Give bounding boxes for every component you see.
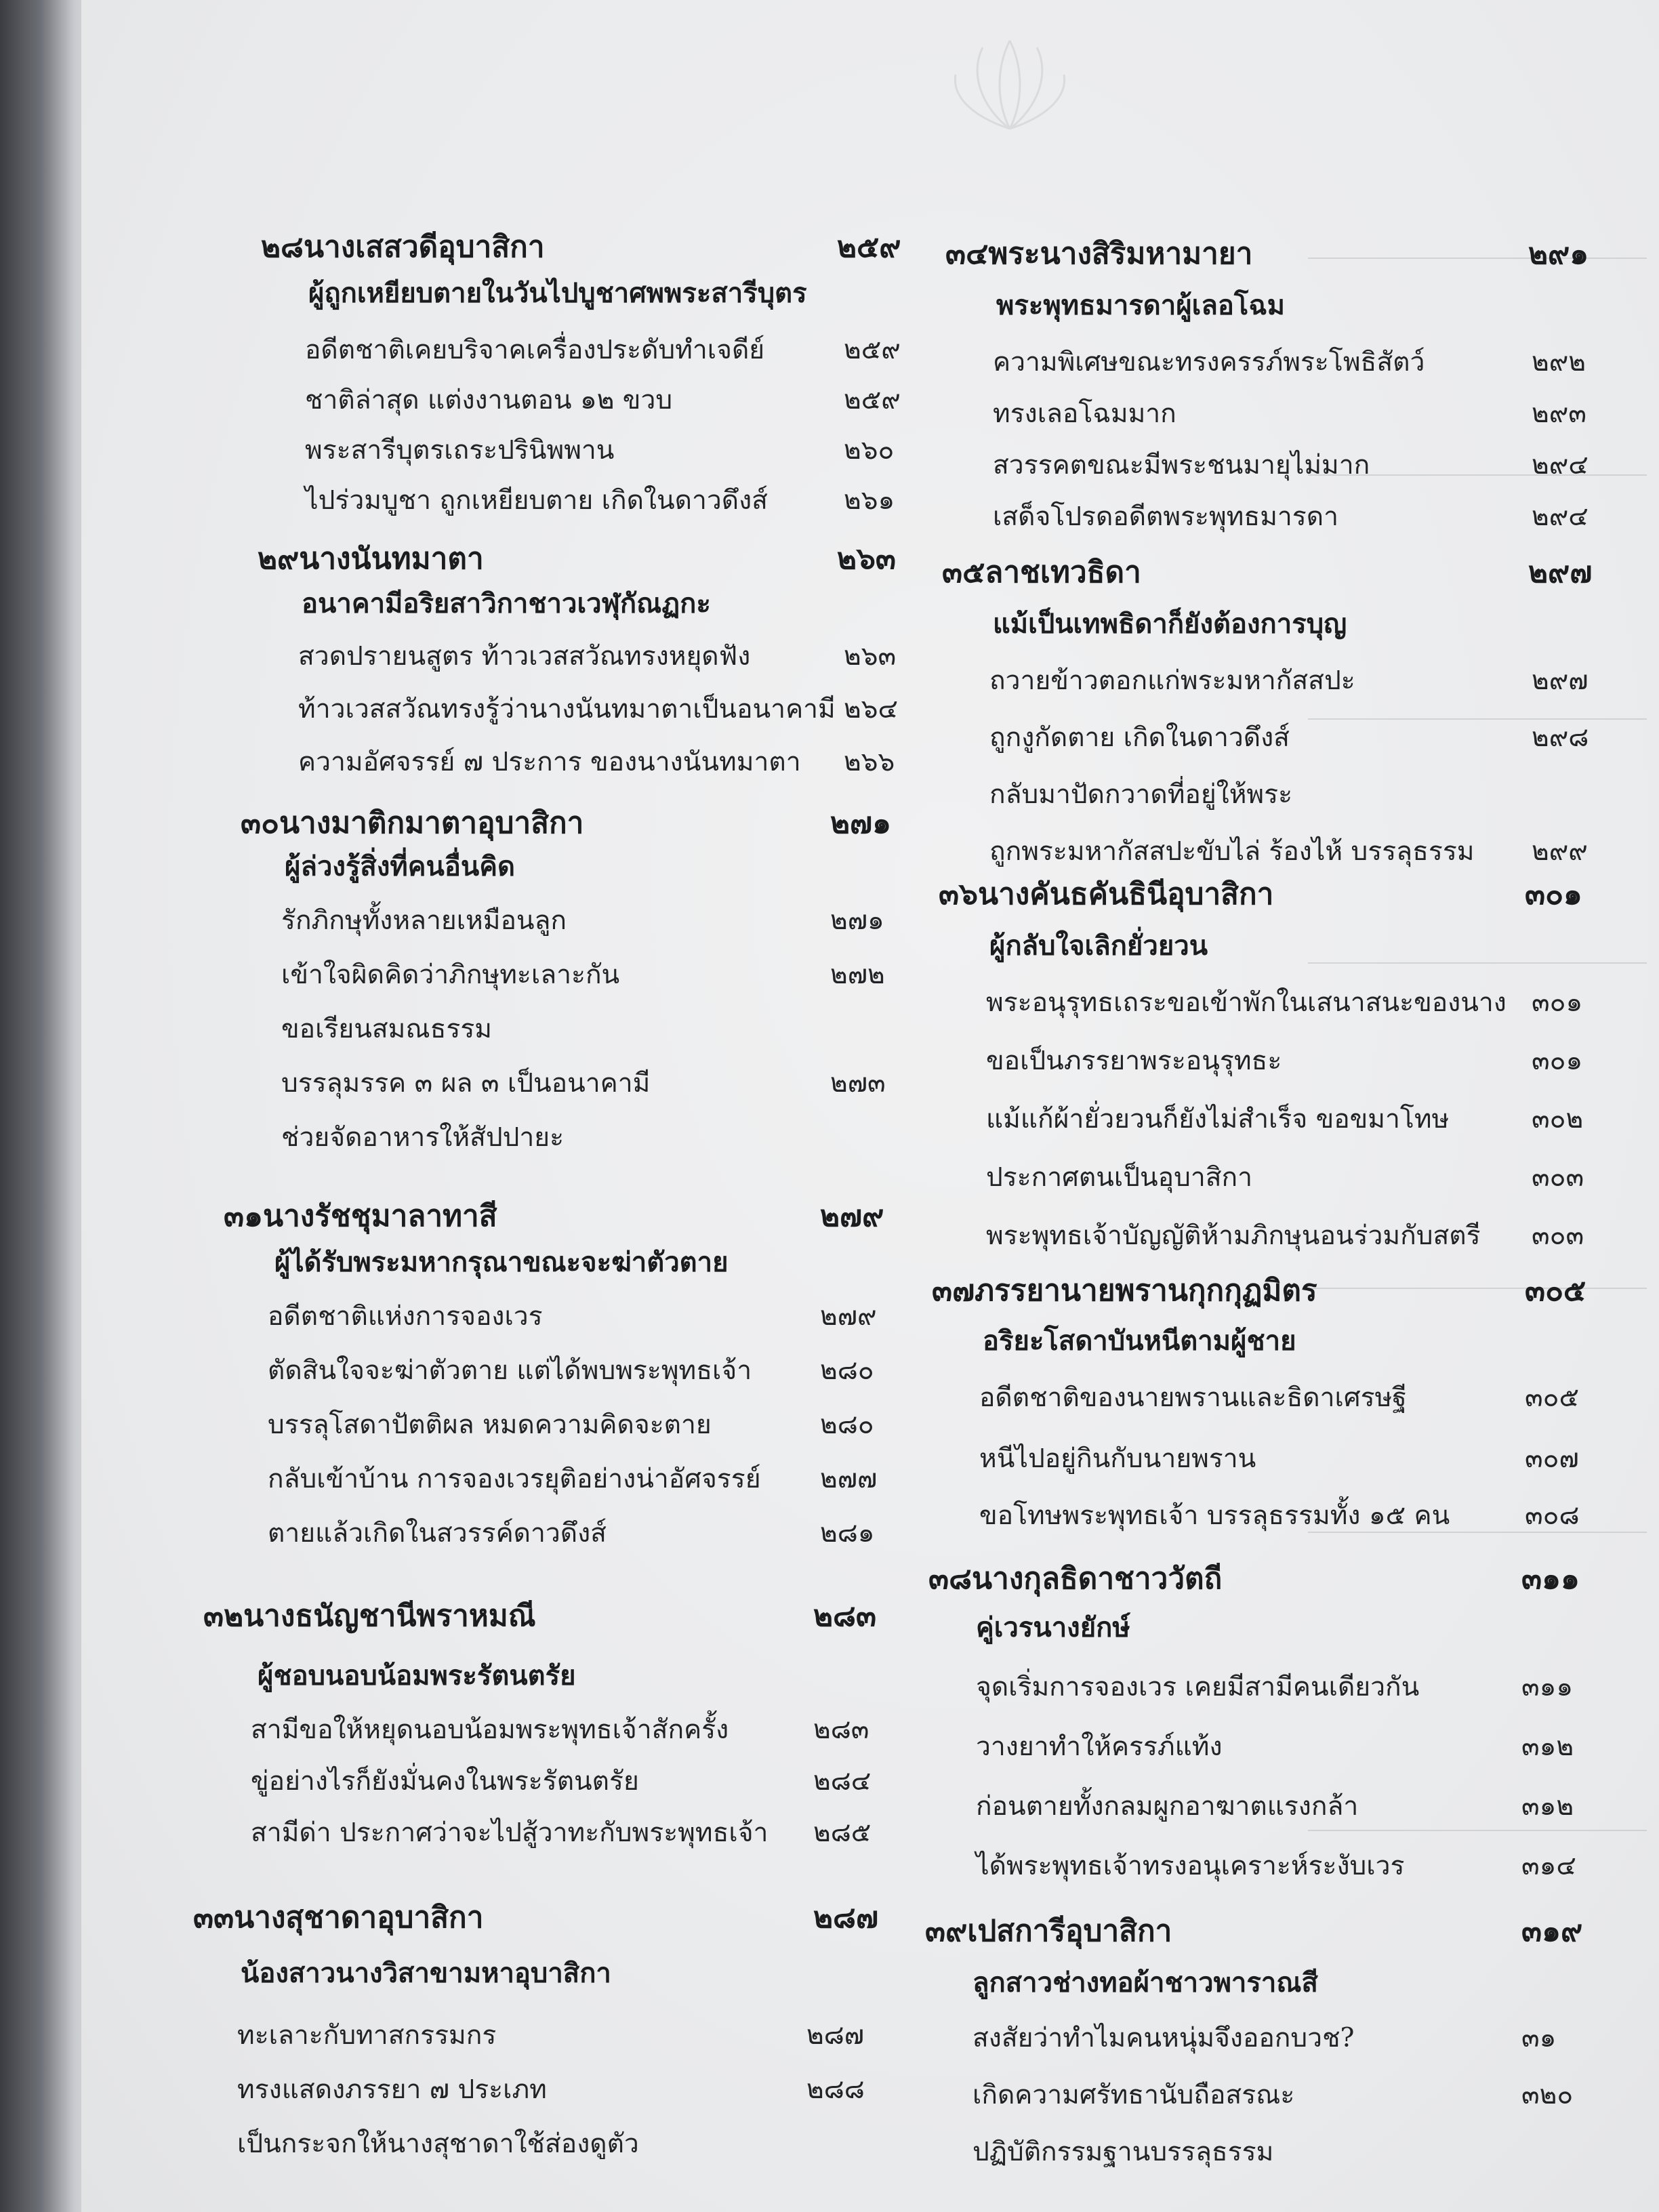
toc-entry[interactable]: รักภิกษุทั้งหลายเหมือนลูก: [281, 905, 567, 936]
chapter-page-number: ๒๗๙: [820, 1199, 884, 1233]
toc-entry-page-number: ๒๖๔: [844, 694, 898, 724]
toc-entry-page-number: ๓๒๐: [1521, 2080, 1574, 2110]
chapter-number: ๓๔: [945, 237, 989, 271]
chapter-subtitle: อริยะโสดาบันหนีตามผู้ชาย: [983, 1325, 1296, 1357]
toc-entry-page-number: ๒๙๓: [1532, 398, 1586, 429]
toc-entry-page-number: ๓๑๒: [1521, 1791, 1574, 1822]
toc-entry[interactable]: พระพุทธเจ้าบัญญัติห้ามภิกษุนอนร่วมกับสตรี: [986, 1221, 1481, 1251]
chapter-number: ๒๘: [261, 230, 304, 264]
toc-entry[interactable]: ช่วยจัดอาหารให้สัปปายะ: [281, 1122, 565, 1153]
chapter-number: ๓๓: [193, 1900, 234, 1935]
toc-entry[interactable]: ชาติล่าสุด แต่งงานตอน ๑๒ ขวบ: [305, 385, 673, 415]
toc-entry[interactable]: ถวายข้าวตอกแก่พระมหากัสสปะ: [989, 665, 1355, 696]
toc-entry-page-number: ๓๐๒: [1532, 1104, 1584, 1134]
toc-entry[interactable]: พระสารีบุตรเถระปรินิพพาน: [305, 435, 615, 466]
toc-entry[interactable]: ขอเป็นภรรยาพระอนุรุทธะ: [986, 1046, 1282, 1076]
toc-entry[interactable]: ปฏิบัติกรรมฐานบรรลุธรรม: [972, 2137, 1274, 2167]
chapter-name: พระนางสิริมหามายา: [988, 237, 1253, 271]
toc-entry[interactable]: จุดเริ่มการจองเวร เคยมีสามีคนเดียวกัน: [976, 1672, 1420, 1702]
toc-entry-page-number: ๒๙๘: [1532, 722, 1589, 753]
toc-entry-page-number: ๒๘๔: [813, 1766, 872, 1797]
chapter-subtitle: น้องสาวนางวิสาขามหาอุบาสิกา: [241, 1957, 611, 1989]
toc-entry-page-number: ๒๙๒: [1532, 347, 1586, 377]
chapter-name: นางคันธคันธินีอุบาสิกา: [978, 877, 1274, 912]
chapter-page-number: ๒๘๓: [813, 1599, 877, 1633]
toc-entry-page-number: ๓๐๓: [1532, 1162, 1584, 1193]
toc-entry-page-number: ๒๗๗: [820, 1464, 878, 1494]
toc-entry-page-number: ๓๐๕: [1525, 1382, 1579, 1413]
toc-entry[interactable]: ถูกพระมหากัสสปะขับไล่ ร้องไห้ บรรลุธรรม: [989, 836, 1475, 867]
toc-entry-page-number: ๒๘๐: [820, 1355, 874, 1386]
toc-entry[interactable]: ก่อนตายทั้งกลมผูกอาฆาตแรงกล้า: [976, 1791, 1359, 1822]
toc-entry-page-number: ๒๖๖: [844, 747, 895, 777]
chapter-number: ๓๖: [939, 877, 979, 912]
chapter-number: ๓๙: [925, 1914, 968, 1948]
toc-entry-page-number: ๒๙๔: [1532, 501, 1589, 532]
toc-entry-page-number: ๒๘๗: [806, 2020, 865, 2051]
toc-entry-page-number: ๓๑: [1521, 2023, 1557, 2053]
toc-entry[interactable]: สวรรคตขณะมีพระชนมายุไม่มาก: [993, 450, 1370, 480]
lotus-ornament-icon: [942, 27, 1078, 136]
toc-entry-page-number: ๓๑๑: [1521, 1672, 1574, 1702]
toc-entry[interactable]: กลับเข้าบ้าน การจองเวรยุติอย่างน่าอัศจรรย์: [268, 1464, 761, 1494]
toc-entry[interactable]: สามีด่า ประกาศว่าจะไปสู้วาทะกับพระพุทธเจ้า: [251, 1818, 769, 1848]
toc-entry[interactable]: เป็นกระจกให้นางสุชาดาใช้ส่องดูตัว: [237, 2129, 639, 2159]
toc-entry[interactable]: ทรงเลอโฉมมาก: [993, 398, 1176, 429]
toc-entry[interactable]: หนีไปอยู่กินกับนายพราน: [979, 1443, 1256, 1474]
chapter-page-number: ๒๘๗: [813, 1900, 879, 1935]
chapter-number: ๓๗: [932, 1273, 975, 1308]
chapter-title[interactable]: [224, 1196, 497, 1237]
toc-entry-page-number: ๒๕๙: [844, 335, 901, 365]
toc-entry-page-number: ๒๖๐: [844, 435, 895, 466]
toc-entry-page-number: ๒๘๓: [813, 1715, 869, 1745]
chapter-title[interactable]: [241, 803, 583, 844]
toc-entry[interactable]: ขู่อย่างไรก็ยังมั่นคงในพระรัตนตรัย: [251, 1766, 639, 1797]
toc-entry-page-number: ๓๑๔: [1521, 1851, 1576, 1881]
toc-entry[interactable]: ทรงแสดงภรรยา ๗ ประเภท: [237, 2074, 547, 2105]
toc-entry[interactable]: เข้าใจผิดคิดว่าภิกษุทะเลาะกัน: [281, 960, 620, 990]
toc-entry-page-number: ๒๙๙: [1532, 836, 1588, 867]
toc-entry-page-number: ๓๐๑: [1532, 987, 1583, 1018]
chapter-page-number: ๓๑๑: [1521, 1561, 1580, 1596]
chapter-subtitle: แม้เป็นเทพธิดาก็ยังต้องการบุญ: [993, 608, 1347, 640]
toc-entry[interactable]: สวดปรายนสูตร ท้าวเวสสวัณทรงหยุดฟัง: [298, 641, 751, 672]
chapter-number: ๓๒: [203, 1599, 244, 1633]
toc-entry[interactable]: ไปร่วมบูชา ถูกเหยียบตาย เกิดในดาวดึงส์: [305, 485, 768, 516]
chapter-page-number: ๓๐๕: [1525, 1273, 1586, 1308]
chapter-subtitle: ลูกสาวช่างทอผ้าชาวพาราณสี: [972, 1967, 1318, 1999]
chapter-name: นางรัชชุมาลาทาสี: [263, 1199, 497, 1233]
toc-entry[interactable]: ถูกงูกัดตาย เกิดในดาวดึงส์: [989, 722, 1290, 753]
chapter-subtitle: ผู้กลับใจเลิกยั่วยวน: [989, 930, 1208, 962]
toc-entry-page-number: ๒๘๘: [806, 2074, 865, 2105]
toc-entry[interactable]: ขอโทษพระพุทธเจ้า บรรลุธรรมทั้ง ๑๕ คน: [979, 1500, 1450, 1531]
toc-entry-page-number: ๒๖๑: [844, 485, 895, 516]
chapter-name: เปสการีอุบาสิกา: [967, 1914, 1172, 1948]
toc-entry[interactable]: ประกาศตนเป็นอุบาสิกา: [986, 1162, 1253, 1193]
chapter-title[interactable]: [942, 552, 1141, 593]
toc-entry-page-number: ๓๑๒: [1521, 1732, 1574, 1762]
toc-entry[interactable]: กลับมาปัดกวาดที่อยู่ให้พระ: [989, 779, 1293, 810]
chapter-title[interactable]: [928, 1559, 1222, 1599]
toc-entry-page-number: ๒๗๒: [830, 960, 885, 990]
chapter-subtitle: อนาคามีอริยสาวิกาชาวเวฬุกัณฏกะ: [302, 588, 711, 619]
chapter-name: นางนันทมาตา: [299, 541, 484, 576]
chapter-subtitle: ผู้ได้รับพระมหากรุณาขณะจะฆ่าตัวตาย: [274, 1246, 729, 1278]
toc-entry-page-number: ๓๐๓: [1532, 1221, 1584, 1251]
toc-entry[interactable]: ได้พระพุทธเจ้าทรงอนุเคราะห์ระงับเวร: [976, 1851, 1405, 1881]
chapter-subtitle: พระพุทธมารดาผู้เลอโฉม: [996, 289, 1285, 321]
toc-entry[interactable]: แม้แก้ผ้ายั่วยวนก็ยังไม่สำเร็จ ขอขมาโทษ: [986, 1104, 1450, 1134]
toc-entry-page-number: ๓๐๑: [1532, 1046, 1583, 1076]
chapter-number: ๓๘: [928, 1561, 972, 1596]
chapter-number: ๓๐: [241, 806, 279, 840]
toc-entry-page-number: ๒๕๙: [844, 385, 901, 415]
chapter-title[interactable]: [932, 1271, 1317, 1311]
chapter-name: นางสุชาดาอุบาสิกา: [234, 1900, 484, 1935]
toc-entry-page-number: ๒๙๔: [1532, 450, 1589, 480]
toc-entry[interactable]: สงสัยว่าทำไมคนหนุ่มจึงออกบวช?: [972, 2023, 1355, 2053]
chapter-name: นางเสสวดีอุบาสิกา: [303, 230, 545, 264]
chapter-title[interactable]: [193, 1898, 483, 1938]
toc-entry[interactable]: วางยาทำให้ครรภ์แท้ง: [976, 1732, 1223, 1762]
chapter-title[interactable]: [203, 1596, 536, 1637]
chapter-subtitle: คู่เวรนางยักษ์: [976, 1612, 1130, 1643]
chapter-title[interactable]: [261, 227, 545, 268]
toc-entry-page-number: ๒๘๕: [813, 1818, 872, 1848]
toc-entry-page-number: ๒๖๓: [844, 641, 897, 672]
chapter-page-number: ๒๖๓: [837, 541, 897, 576]
toc-entry-page-number: ๒๗๑: [830, 905, 884, 936]
toc-entry-page-number: ๒๘๑: [820, 1518, 875, 1549]
chapter-title[interactable]: [945, 234, 1252, 274]
chapter-number: ๓๕: [942, 555, 985, 590]
toc-entry[interactable]: ตายแล้วเกิดในสวรรค์ดาวดึงส์: [268, 1518, 607, 1549]
toc-entry[interactable]: พระอนุรุทธเถระขอเข้าพักในเสนาสนะของนาง: [986, 987, 1507, 1018]
chapter-page-number: ๓๑๙: [1521, 1914, 1583, 1948]
chapter-title[interactable]: [258, 539, 484, 579]
chapter-name: ลาชเทวธิดา: [985, 555, 1141, 590]
chapter-name: นางกุลธิดาชาววัตถี: [972, 1561, 1223, 1596]
toc-entry[interactable]: บรรลุมรรค ๓ ผล ๓ เป็นอนาคามี: [281, 1068, 651, 1099]
toc-entry[interactable]: บรรลุโสดาปัตติผล หมดความคิดจะตาย: [268, 1410, 712, 1440]
chapter-subtitle: ผู้ล่วงรู้สิ่งที่คนอื่นคิด: [285, 851, 515, 882]
chapter-name: นางธนัญชานีพราหมณี: [243, 1599, 536, 1633]
toc-entry[interactable]: เกิดความศรัทธานับถือสรณะ: [972, 2080, 1295, 2110]
toc-entry-page-number: ๒๗๙: [820, 1301, 877, 1332]
toc-entry[interactable]: อดีตชาติแห่งการจองเวร: [268, 1301, 543, 1332]
chapter-page-number: ๒๕๙: [837, 230, 901, 264]
toc-entry[interactable]: ความอัศจรรย์ ๗ ประการ ของนางนันทมาตา: [298, 747, 801, 777]
toc-entry-page-number: ๓๐๗: [1525, 1443, 1579, 1474]
chapter-name: ภรรยานายพรานกุกกุฏมิตร: [975, 1273, 1317, 1308]
toc-entry[interactable]: สามีขอให้หยุดนอบน้อมพระพุทธเจ้าสักครั้ง: [251, 1715, 729, 1745]
toc-entry[interactable]: ทะเลาะกับทาสกรรมกร: [237, 2020, 497, 2051]
toc-entry-page-number: ๒๙๗: [1532, 665, 1589, 696]
toc-entry-page-number: ๒๗๓: [830, 1068, 886, 1099]
toc-entry[interactable]: ท้าวเวสสวัณทรงรู้ว่านางนันทมาตาเป็นอนาคามี: [298, 694, 836, 724]
toc-entry[interactable]: ตัดสินใจจะฆ่าตัวตาย แต่ได้พบพระพุทธเจ้า: [268, 1355, 752, 1386]
chapter-page-number: ๒๗๑: [830, 806, 892, 840]
chapter-subtitle: ผู้ถูกเหยียบตายในวันไปบูชาศพพระสารีบุตร: [308, 277, 807, 309]
chapter-page-number: ๓๐๑: [1525, 877, 1582, 912]
chapter-title[interactable]: [939, 874, 1273, 915]
toc-entry-page-number: ๒๘๐: [820, 1410, 874, 1440]
chapter-page-number: ๒๙๗: [1528, 555, 1593, 590]
chapter-number: ๒๙: [258, 541, 300, 576]
toc-entry[interactable]: ความพิเศษขณะทรงครรภ์พระโพธิสัตว์: [993, 347, 1425, 377]
toc-entry-page-number: ๓๐๘: [1525, 1500, 1580, 1531]
toc-entry[interactable]: เสด็จโปรดอดีตพระพุทธมารดา: [993, 501, 1338, 532]
toc-entry[interactable]: อดีตชาติของนายพรานและธิดาเศรษฐี: [979, 1382, 1407, 1413]
chapter-page-number: ๒๙๑: [1528, 237, 1589, 271]
toc-entry[interactable]: อดีตชาติเคยบริจาคเครื่องประดับทำเจดีย์: [305, 335, 765, 365]
toc-entry[interactable]: ขอเรียนสมณธรรม: [281, 1014, 492, 1044]
chapter-subtitle: ผู้ชอบนอบน้อมพระรัตนตรัย: [258, 1660, 576, 1692]
chapter-number: ๓๑: [224, 1199, 264, 1233]
chapter-title[interactable]: [925, 1911, 1172, 1952]
chapter-name: นางมาติกมาตาอุบาสิกา: [279, 806, 584, 840]
